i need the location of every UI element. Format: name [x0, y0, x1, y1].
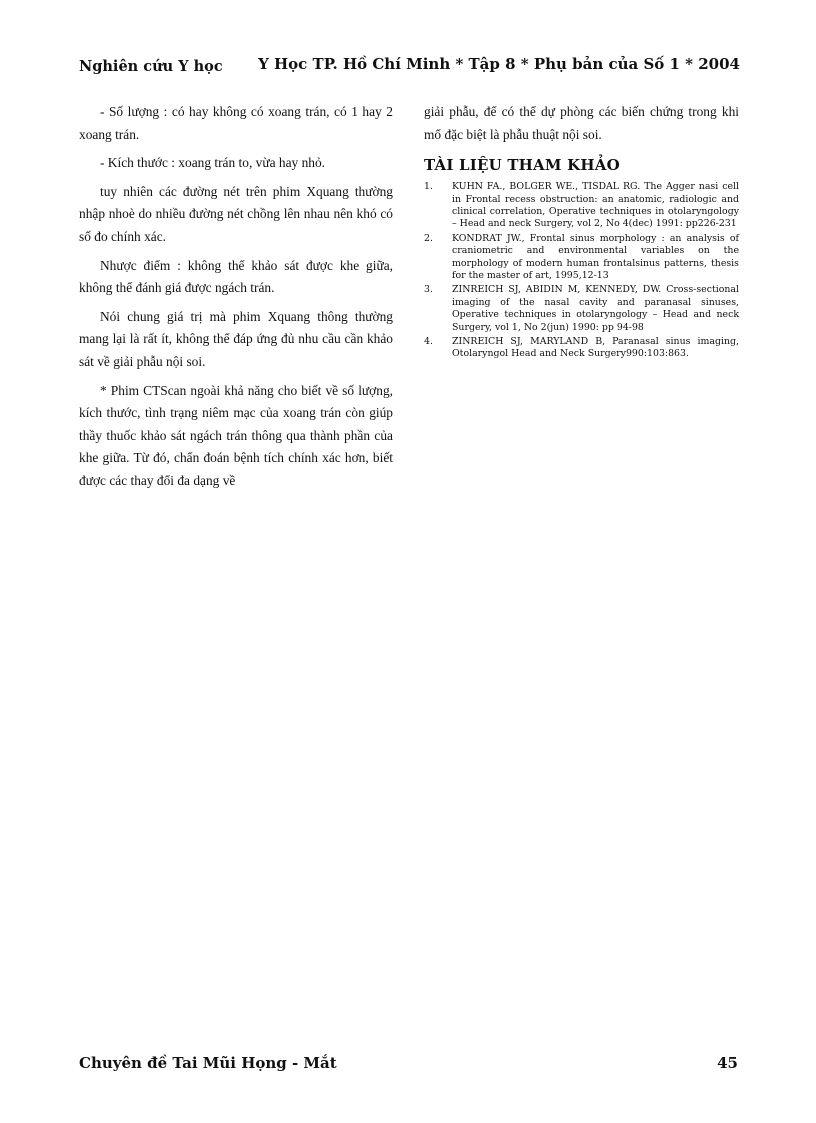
running-footer-left: Chuyên đề Tai Mũi Họng - Mắt [79, 1054, 337, 1072]
reference-number: 4. [424, 336, 433, 348]
reference-number: 2. [424, 232, 433, 244]
body-paragraph: - Số lượng : có hay không có xoang trán, có 1 hay 2 xoang trán. [79, 104, 393, 142]
reference-item [424, 181, 739, 231]
running-header-right: Y Học TP. Hồ Chí Minh * Tập 8 * Phụ bản của Số 1 * 2004 [258, 55, 740, 73]
page-number: 45 [717, 1054, 738, 1072]
references-heading: TÀI LIỆU THAM KHẢO [424, 156, 620, 175]
body-paragraph: Nhược điểm : không thể khảo sát được khe giữa, không thể đánh giá được ngách trán. [79, 257, 393, 296]
reference-text: KUHN FA., BOLGER WE., TISDAL RG. The Agger nasi cell in Frontal recess obstruction: an anatomic, radiologic and clinical correlation, Operative techniques in otolaryngology – Head and neck Surgery, vol 2, No 4(dec) 1991: pp226-231 [452, 181, 739, 230]
body-paragraph: tuy nhiên các đường nét trên phim Xquang thường nhập nhoè do nhiều đường nét chồng lên nhau nên khó có số đo chính xác. [79, 183, 393, 244]
reference-item [424, 284, 739, 334]
reference-item [424, 233, 739, 283]
reference-number: 3. [424, 284, 433, 296]
reference-text: ZINREICH SJ, MARYLAND B, Paranasal sinus imaging, Otolaryngol Head and Neck Surgery990:103:863. [452, 336, 739, 360]
right-column [424, 101, 739, 363]
reference-text: ZINREICH SJ, ABIDIN M, KENNEDY, DW. Cross-sectional imaging of the nasal cavity and paranasal sinuses, Operative techniques in otolaryngology – Head and neck Surgery, vol 1, No 2(jun) 1990: pp 94-98 [452, 284, 739, 333]
body-paragraph: Nói chung giá trị mà phim Xquang thông thường mang lại là rất ít, không thể đáp ứng đủ nhu cầu cần khảo sát về giải phẫu nội soi. [79, 308, 393, 369]
body-paragraph-continuation: giải phẫu, để có thể dự phòng các biến chứng trong khi mổ đặc biệt là phẫu thuật nội soi. [424, 104, 739, 142]
body-paragraph: * Phim CTScan ngoài khả năng cho biết về số lượng, kích thước, tình trạng niêm mạc của xoang trán còn giúp thầy thuốc khảo sát ngách trán thông qua thành phần của khe giữa. Từ đó, chẩn đoán bệnh tích chính xác hơn, biết được các thay đổi đa dạng về [79, 382, 393, 488]
running-header-left: Nghiên cứu Y học [79, 58, 223, 75]
reference-item [424, 336, 739, 361]
body-paragraph: - Kích thước : xoang trán to, vừa hay nhỏ. [100, 155, 326, 171]
left-column [79, 101, 393, 499]
reference-text: KONDRAT JW., Frontal sinus morphology : an analysis of craniometric and environmental variables on the morphology of modern human frontalsinus patterns, thesis for the master of art, 1995,12-13 [452, 232, 739, 282]
reference-number: 1. [424, 181, 433, 193]
